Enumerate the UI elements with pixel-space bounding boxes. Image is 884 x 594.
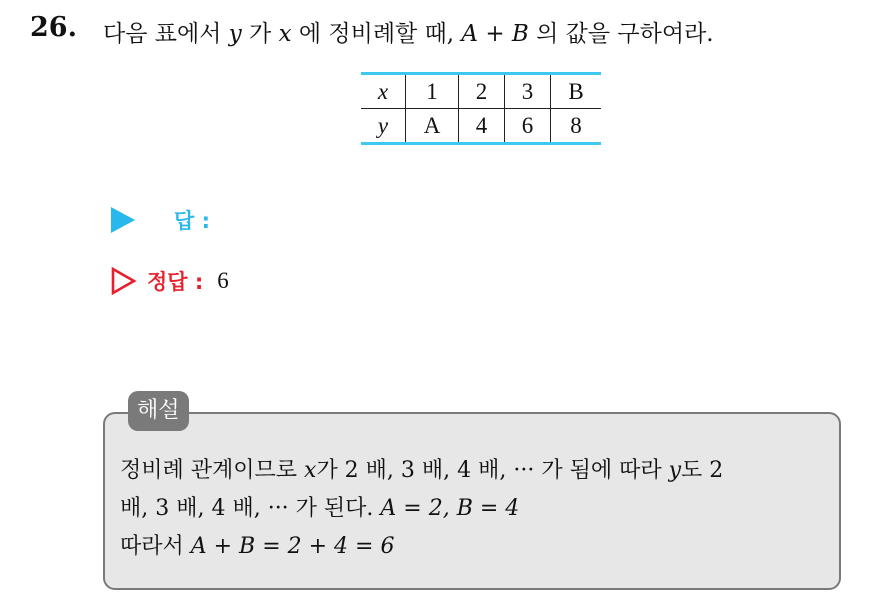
variable-x: x [278, 21, 292, 47]
question-text-part: 가 [241, 21, 279, 47]
question-text-part: 의 값을 구하여라. [528, 21, 714, 47]
explanation-math: A + B = 2 + 4 = 6 [190, 534, 395, 559]
table-cell: y [361, 109, 406, 144]
question-text [103, 15, 714, 48]
question-text-part: 에 정비례할 때, [291, 21, 462, 47]
correct-answer-row [111, 266, 229, 296]
table-cell: x [361, 74, 406, 109]
table-cell: A [406, 109, 459, 144]
table-cell: 1 [406, 74, 459, 109]
explanation-tag: 해설 [128, 391, 189, 431]
explanation-text: 따라서 [120, 534, 191, 559]
answer-row [111, 205, 210, 235]
explanation-text: 가 2 배, 3 배, 4 배, ··· 가 됨에 따라 [316, 458, 669, 483]
outline-triangle-icon [111, 267, 137, 295]
question-text-part: 다음 표에서 [103, 21, 229, 47]
table-cell: 4 [459, 109, 505, 144]
table-cell: 8 [551, 109, 602, 144]
table-row-y [361, 109, 601, 144]
explanation-math: A = 2, B = 4 [380, 496, 520, 521]
table-cell: B [551, 74, 602, 109]
variable-x: x [304, 458, 317, 483]
filled-triangle-icon [111, 207, 135, 233]
variable-y: y [668, 458, 682, 483]
expression-a-plus-b: A + B [461, 21, 529, 47]
explanation-body [120, 452, 832, 566]
correct-answer-value: 6 [217, 268, 229, 293]
answer-label: 답 : [174, 209, 210, 233]
table-cell: 6 [505, 109, 551, 144]
explanation-line [120, 528, 832, 566]
table-row-x [361, 74, 601, 109]
proportion-table [361, 72, 601, 145]
explanation-text: 배, 3 배, 4 배, ··· 가 된다. [120, 496, 381, 521]
explanation-text: 도 2 [681, 458, 724, 483]
explanation-line [120, 452, 832, 490]
explanation-line [120, 490, 832, 528]
variable-y: y [228, 21, 242, 47]
table-cell: 3 [505, 74, 551, 109]
correct-answer-label: 정답 : [147, 270, 204, 294]
table-cell: 2 [459, 74, 505, 109]
explanation-text: 정비례 관계이므로 [120, 458, 305, 483]
question-number: 26. [30, 12, 77, 43]
